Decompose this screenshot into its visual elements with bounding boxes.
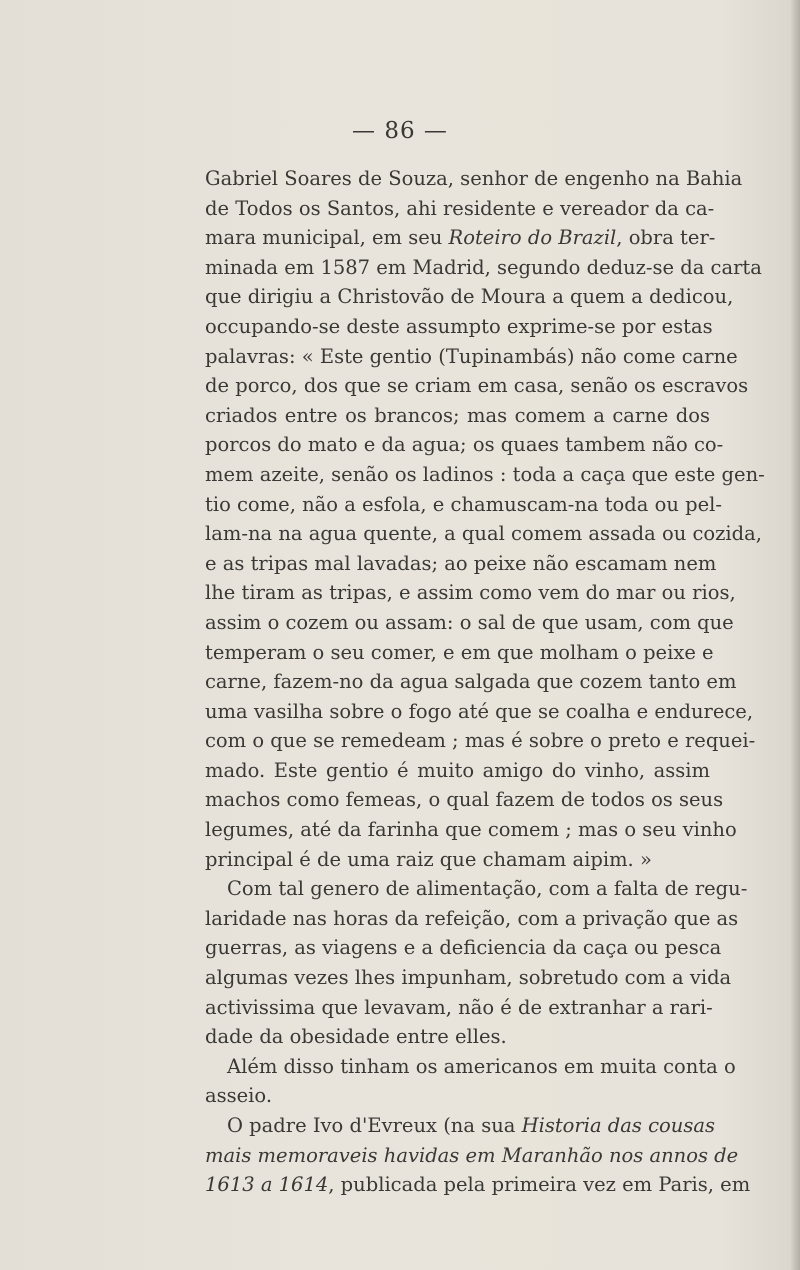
text-line: de Todos os Santos, ahi residente e vereador da ca- <box>205 196 715 220</box>
text-line: porcos do mato e da agua; os quaes tambem não co- <box>205 433 724 457</box>
text-line: e as tripas mal lavadas; ao peixe não escamam nem <box>205 551 717 575</box>
text-line: legumes, até da farinha que comem ; mas o seu vinho <box>205 818 737 842</box>
text-line: minada em 1587 em Madrid, segundo deduz-se da carta <box>205 255 762 279</box>
text-line: algumas vezes lhes impunham, sobretudo com a vida <box>205 966 732 990</box>
text-line: mara municipal, em seu Roteiro do Brazil, obra ter- <box>205 226 716 250</box>
text-line: dade da obesidade entre elles. <box>205 1025 507 1049</box>
text-line: tio come, não a esfola, e chamuscam-na toda ou pel- <box>205 492 722 516</box>
page-edge-shadow <box>790 0 800 1270</box>
page-text <box>205 164 765 1200</box>
text-line: com o que se remedeam ; mas é sobre o preto e requei- <box>205 729 756 753</box>
text-line: carne, fazem-no da agua salgada que cozem tanto em <box>205 670 737 694</box>
text-line: guerras, as viagens e a deficiencia da caça ou pesca <box>205 936 722 960</box>
text-line: mais memoraveis havidas em Maranhão nos annos de <box>205 1143 739 1167</box>
text-line: machos como femeas, o qual fazem de todos os seus <box>205 788 724 812</box>
text-line: mem azeite, senão os ladinos : toda a caça que este gen- <box>205 462 765 486</box>
text-line: Com tal genero de alimentação, com a falta de regu- <box>227 877 748 901</box>
text-line: Além disso tinham os americanos em muita conta o <box>227 1054 736 1078</box>
text-line: uma vasilha sobre o fogo até que se coalha e endurece, <box>205 699 754 723</box>
text-line: O padre Ivo d'Evreux (na sua Historia das cousas <box>227 1114 715 1137</box>
book-title-roteiro: Roteiro do Brazil <box>448 226 617 250</box>
text-line: laridade nas horas da refeição, com a privação que as <box>205 906 739 930</box>
page-number: — 86 — <box>352 118 448 144</box>
text-line: lam-na na agua quente, a qual comem assada ou cozida, <box>205 522 762 546</box>
book-title-historia: Historia das cousas <box>521 1114 715 1137</box>
text-line: temperam o seu comer, e em que molham o peixe e <box>205 640 714 664</box>
text-line: activissima que levavam, não é de extranhar a rari- <box>205 995 713 1019</box>
text-line: criados entre os brancos; mas comem a carne dos <box>205 403 710 427</box>
text-line: 1613 a 1614, publicada pela primeira vez em Paris, em <box>205 1173 751 1197</box>
text-line: principal é de uma raiz que chamam aipim. » <box>205 847 652 871</box>
text-line: Gabriel Soares de Souza, senhor de engenho na Bahia <box>205 167 743 190</box>
text-line: que dirigiu a Christovão de Moura a quem a dedicou, <box>205 285 734 309</box>
text-line: lhe tiram as tripas, e assim como vem do mar ou rios, <box>205 581 736 605</box>
text-line: mado. Este gentio é muito amigo do vinho, assim <box>205 758 710 782</box>
text-line: palavras: « Este gentio (Tupinambás) não come carne <box>205 344 738 368</box>
text-line: de porco, dos que se criam em casa, senão os escravos <box>205 374 749 398</box>
book-title-years: 1613 a 1614 <box>205 1173 329 1197</box>
text-line: assim o cozem ou assam: o sal de que usam, com que <box>205 610 734 634</box>
text-line: asseio. <box>205 1084 273 1108</box>
text-line: occupando-se deste assumpto exprime-se por estas <box>205 314 713 338</box>
